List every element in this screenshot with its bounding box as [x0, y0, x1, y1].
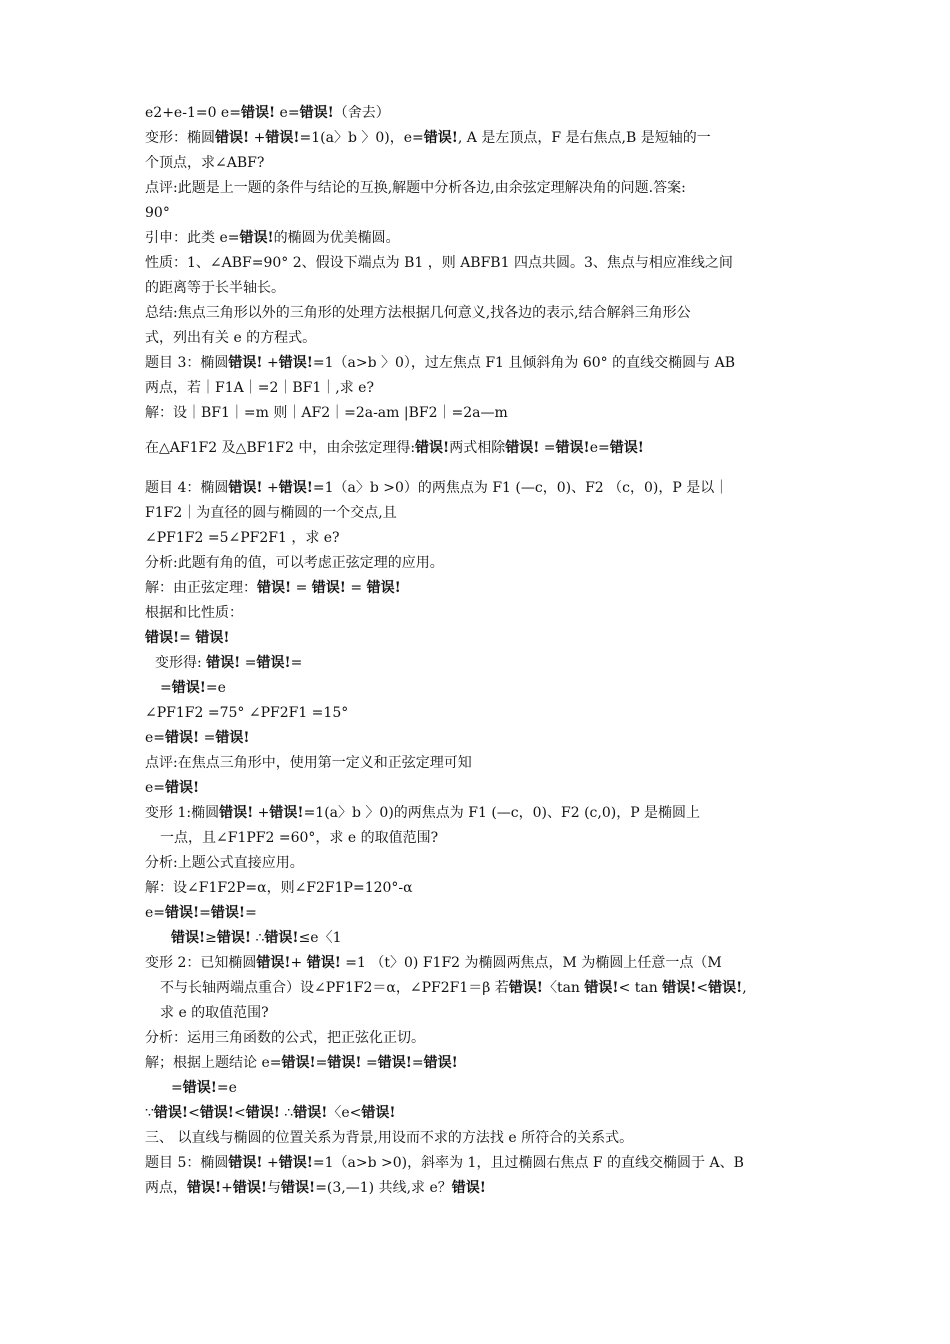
- error-ref: 错误!: [240, 105, 276, 121]
- text-run: 解；根据上题结论 e=: [145, 1055, 282, 1071]
- text-run: ∵: [145, 1105, 154, 1121]
- error-ref: 错误!: [165, 905, 200, 921]
- text-line: [145, 1103, 396, 1123]
- text-run: =e: [205, 680, 226, 696]
- text-line: [145, 1053, 458, 1073]
- text-run: =: [361, 1055, 378, 1071]
- error-ref: 错误!: [505, 440, 540, 456]
- text-line: [145, 628, 230, 648]
- error-ref: 错误!: [245, 1105, 280, 1121]
- error-ref: 错误!: [327, 1055, 362, 1071]
- text-run: e=: [275, 105, 300, 121]
- text-run: =: [315, 1055, 328, 1071]
- text-line: [145, 478, 728, 498]
- error-ref: 错误!: [293, 1105, 328, 1121]
- error-ref: 错误!: [269, 805, 304, 821]
- text-run: ∴: [251, 930, 265, 946]
- text-line: [145, 528, 340, 548]
- text-line: [145, 753, 472, 773]
- text-line: [145, 228, 400, 248]
- text-line: [145, 128, 711, 148]
- error-ref: 错误!: [423, 1055, 458, 1071]
- error-ref: 错误!: [415, 440, 450, 456]
- text-run: ,: [742, 980, 747, 996]
- text-line: [145, 303, 691, 323]
- text-line: [155, 653, 302, 673]
- error-ref: 错误!: [257, 580, 292, 596]
- text-run: +: [262, 1155, 279, 1171]
- text-run: e=: [145, 730, 166, 746]
- error-ref: 错误!: [145, 630, 180, 646]
- text-run: ∠PF1F2 =75° ∠PF2F1 =15°: [145, 705, 349, 721]
- error-ref: 错误!: [210, 905, 246, 921]
- error-ref: 错误!: [311, 580, 346, 596]
- error-ref: 错误!: [281, 1055, 316, 1071]
- error-ref: 错误!: [216, 930, 252, 946]
- text-run: 与: [267, 1180, 282, 1196]
- text-run: =: [160, 680, 172, 696]
- text-run: +: [253, 805, 270, 821]
- text-run: 变形 1:椭圆: [145, 805, 220, 821]
- error-ref: 错误!: [228, 480, 263, 496]
- error-ref: 错误!: [215, 730, 250, 746]
- text-run: e=: [145, 780, 166, 796]
- error-ref: 错误!: [508, 980, 543, 996]
- error-ref: 错误!: [215, 130, 250, 146]
- error-ref: 错误!: [278, 1155, 313, 1171]
- text-run: =: [291, 580, 312, 596]
- text-run: =: [345, 580, 367, 596]
- text-line: [145, 353, 735, 373]
- text-line: [145, 703, 348, 723]
- text-run: =1 （t〉0) F1F2 为椭圆两焦点，M 为椭圆上任意一点（M: [340, 955, 722, 971]
- text-run: 解：设∠F1F2P=α，则∠F2F1P=120°-α: [145, 880, 413, 896]
- text-run: =(3,—1) 共线,求 e？: [315, 1180, 452, 1196]
- error-ref: 错误!: [278, 355, 313, 371]
- text-run: +: [262, 480, 279, 496]
- error-ref: 错误!: [199, 1105, 234, 1121]
- text-line: [145, 953, 722, 973]
- text-line: [145, 553, 444, 573]
- error-ref: 错误!: [451, 1180, 486, 1196]
- text-run: （舍去）: [333, 105, 390, 121]
- text-run: 的椭圆为优美椭圆。: [273, 230, 400, 246]
- text-run: =: [539, 440, 556, 456]
- text-run: 个顶点，求∠ABF?: [145, 155, 265, 171]
- error-ref: 错误!: [256, 655, 291, 671]
- error-ref: 错误!: [187, 1180, 222, 1196]
- text-run: =1(a〉b 〉0)，e=: [299, 130, 424, 146]
- text-run: =: [290, 655, 303, 671]
- text-run: 根据和比性质：: [145, 605, 243, 621]
- text-run: 式，列出有关 e 的方程式。: [145, 330, 317, 346]
- text-run: 分析:此题有角的值，可以考虑正弦定理的应用。: [145, 555, 444, 571]
- text-run: 题目 5：椭圆: [145, 1155, 229, 1171]
- error-ref: 错误!: [206, 655, 241, 671]
- text-line: [160, 828, 438, 848]
- text-line: [160, 1003, 269, 1023]
- text-run: =: [171, 1080, 183, 1096]
- text-line: [160, 678, 226, 698]
- text-run: <: [188, 1105, 200, 1121]
- text-run: +: [290, 955, 307, 971]
- text-run: ∴: [279, 1105, 294, 1121]
- text-run: 分析：运用三角函数的公式，把正弦化正切。: [145, 1030, 425, 1046]
- error-ref: 错误!: [232, 1180, 268, 1196]
- error-ref: 错误!: [182, 1080, 217, 1096]
- text-line: [145, 603, 243, 623]
- error-ref: 错误!: [171, 930, 206, 946]
- text-line: [145, 438, 644, 458]
- text-line: [145, 1178, 486, 1198]
- error-ref: 错误!: [228, 1155, 263, 1171]
- text-run: =: [411, 1055, 424, 1071]
- text-line: [145, 1128, 633, 1148]
- text-run: =e: [216, 1080, 237, 1096]
- text-run: e2+e-1=0 e=: [145, 105, 241, 121]
- text-run: 的距离等于长半轴长。: [145, 280, 285, 296]
- error-ref: 错误!: [228, 355, 263, 371]
- error-ref: 错误!: [265, 130, 300, 146]
- text-line: [145, 378, 374, 398]
- text-line: [145, 728, 250, 748]
- text-run: 点评:此题是上一题的条件与结论的互换,解题中分析各边,由余弦定理解决角的问题.答案:: [145, 180, 686, 196]
- text-run: 两点，: [145, 1180, 187, 1196]
- text-run: 一点，且∠F1PF2 =60°，求 e 的取值范围?: [160, 830, 439, 846]
- text-line: [171, 1078, 237, 1098]
- text-run: =: [240, 655, 257, 671]
- error-ref: 错误!: [165, 780, 200, 796]
- error-ref: 错误!: [299, 105, 334, 121]
- text-run: =1（a>b >0)，斜率为 1，且过椭圆右焦点 F 的直线交椭圆于 A、B: [312, 1155, 744, 1171]
- text-line: [145, 1153, 744, 1173]
- error-ref: 错误!: [555, 440, 590, 456]
- error-ref: 错误!: [278, 480, 313, 496]
- text-run: =: [199, 905, 211, 921]
- text-run: 〈tan: [542, 980, 585, 996]
- text-run: +: [262, 355, 279, 371]
- error-ref: 错误!: [584, 980, 619, 996]
- text-line: [145, 903, 257, 923]
- error-ref: 错误!: [662, 980, 697, 996]
- error-ref: 错误!: [366, 580, 401, 596]
- error-ref: 错误!: [609, 440, 644, 456]
- text-run: 变形 2：已知椭圆: [145, 955, 257, 971]
- text-run: =1(a〉b 〉0)的两焦点为 F1 (—c，0)、F2 (c,0)，P 是椭圆上: [303, 805, 701, 821]
- text-run: +: [249, 130, 266, 146]
- error-ref: 错误!: [195, 630, 230, 646]
- error-ref: 错误!: [306, 955, 341, 971]
- text-line: [145, 103, 390, 123]
- error-ref: 错误!: [423, 130, 458, 146]
- text-line: [145, 253, 733, 273]
- text-line: [145, 328, 316, 348]
- text-run: F1F2｜为直径的圆与椭圆的一个交点,且: [145, 505, 397, 521]
- error-ref: 错误!: [264, 930, 299, 946]
- text-run: 三、 以直线与椭圆的位置关系为背景,用设而不求的方法找 e 所符合的关系式。: [145, 1130, 634, 1146]
- text-run: < tan: [618, 980, 663, 996]
- text-run: 两点，若｜F1A｜=2｜BF1｜,求 e?: [145, 380, 374, 396]
- error-ref: 错误!: [281, 1180, 316, 1196]
- error-ref: 错误!: [361, 1105, 396, 1121]
- error-ref: 错误!: [165, 730, 200, 746]
- text-run: 解：由正弦定理：: [145, 580, 257, 596]
- error-ref: 错误!: [171, 680, 206, 696]
- error-ref: 错误!: [219, 805, 254, 821]
- text-line: [145, 803, 700, 823]
- text-line: [145, 153, 264, 173]
- text-line: [160, 978, 747, 998]
- text-line: [145, 503, 397, 523]
- text-line: [145, 403, 508, 423]
- text-run: 在△AF1F2 及△BF1F2 中，由余弦定理得:: [145, 440, 416, 456]
- text-run: 点评:在焦点三角形中，使用第一定义和正弦定理可知: [145, 755, 472, 771]
- text-run: =: [179, 630, 196, 646]
- text-run: 总结:焦点三角形以外的三角形的处理方法根据几何意义,找各边的表示,结合解斜三角形公: [145, 305, 691, 321]
- text-line: [145, 878, 413, 898]
- text-run: 〈e<: [327, 1105, 362, 1121]
- text-run: <: [696, 980, 709, 996]
- text-run: 变形：椭圆: [145, 130, 215, 146]
- error-ref: 错误!: [256, 955, 291, 971]
- text-run: 求 e 的取值范围?: [160, 1005, 269, 1021]
- text-run: 引申：此类 e=: [145, 230, 240, 246]
- text-line: [145, 853, 304, 873]
- error-ref: 错误!: [153, 1105, 189, 1121]
- error-ref: 错误!: [708, 980, 743, 996]
- text-run: ∠PF1F2 =5∠PF2F1 ，求 e?: [145, 530, 340, 546]
- text-run: 解：设｜BF1｜=m 则｜AF2｜=2a-am |BF2｜=2a—m: [145, 405, 508, 421]
- text-run: e=: [145, 905, 166, 921]
- text-run: =: [199, 730, 216, 746]
- text-line: [145, 203, 170, 223]
- text-run: ≥: [205, 930, 217, 946]
- text-run: 变形得:: [155, 655, 207, 671]
- text-run: 分析:上题公式直接应用。: [145, 855, 304, 871]
- text-run: 性质：1、∠ABF=90° 2、假设下端点为 B1 ，则 ABFB1 四点共圆。3、焦点与相应准线之间: [145, 255, 733, 271]
- text-run: , A 是左顶点，F 是右焦点,B 是短轴的一: [457, 130, 711, 146]
- text-run: 题目 3：椭圆: [145, 355, 229, 371]
- text-run: =1（a>b 〉0），过左焦点 F1 且倾斜角为 60° 的直线交椭圆与 AB: [312, 355, 735, 371]
- text-line: [145, 178, 686, 198]
- text-run: <: [233, 1105, 246, 1121]
- error-ref: 错误!: [377, 1055, 412, 1071]
- text-line: [145, 278, 285, 298]
- text-run: =1（a〉b >0）的两焦点为 F1 (—c，0)、F2 （c，0)，P 是以｜: [312, 480, 729, 496]
- text-run: ≤e〈1: [298, 930, 342, 946]
- text-run: 90°: [145, 205, 170, 221]
- text-run: 题目 4：椭圆: [145, 480, 229, 496]
- error-ref: 错误!: [239, 230, 274, 246]
- text-line: [145, 1028, 425, 1048]
- text-run: +: [221, 1180, 233, 1196]
- text-line: [145, 578, 401, 598]
- text-run: 不与长轴两端点重合）设∠PF1F2＝α，∠PF2F1＝β 若: [160, 980, 509, 996]
- text-line: [171, 928, 342, 948]
- text-run: e=: [589, 440, 610, 456]
- text-line: [145, 778, 199, 798]
- text-run: =: [245, 905, 257, 921]
- text-run: 两式相除: [449, 440, 506, 456]
